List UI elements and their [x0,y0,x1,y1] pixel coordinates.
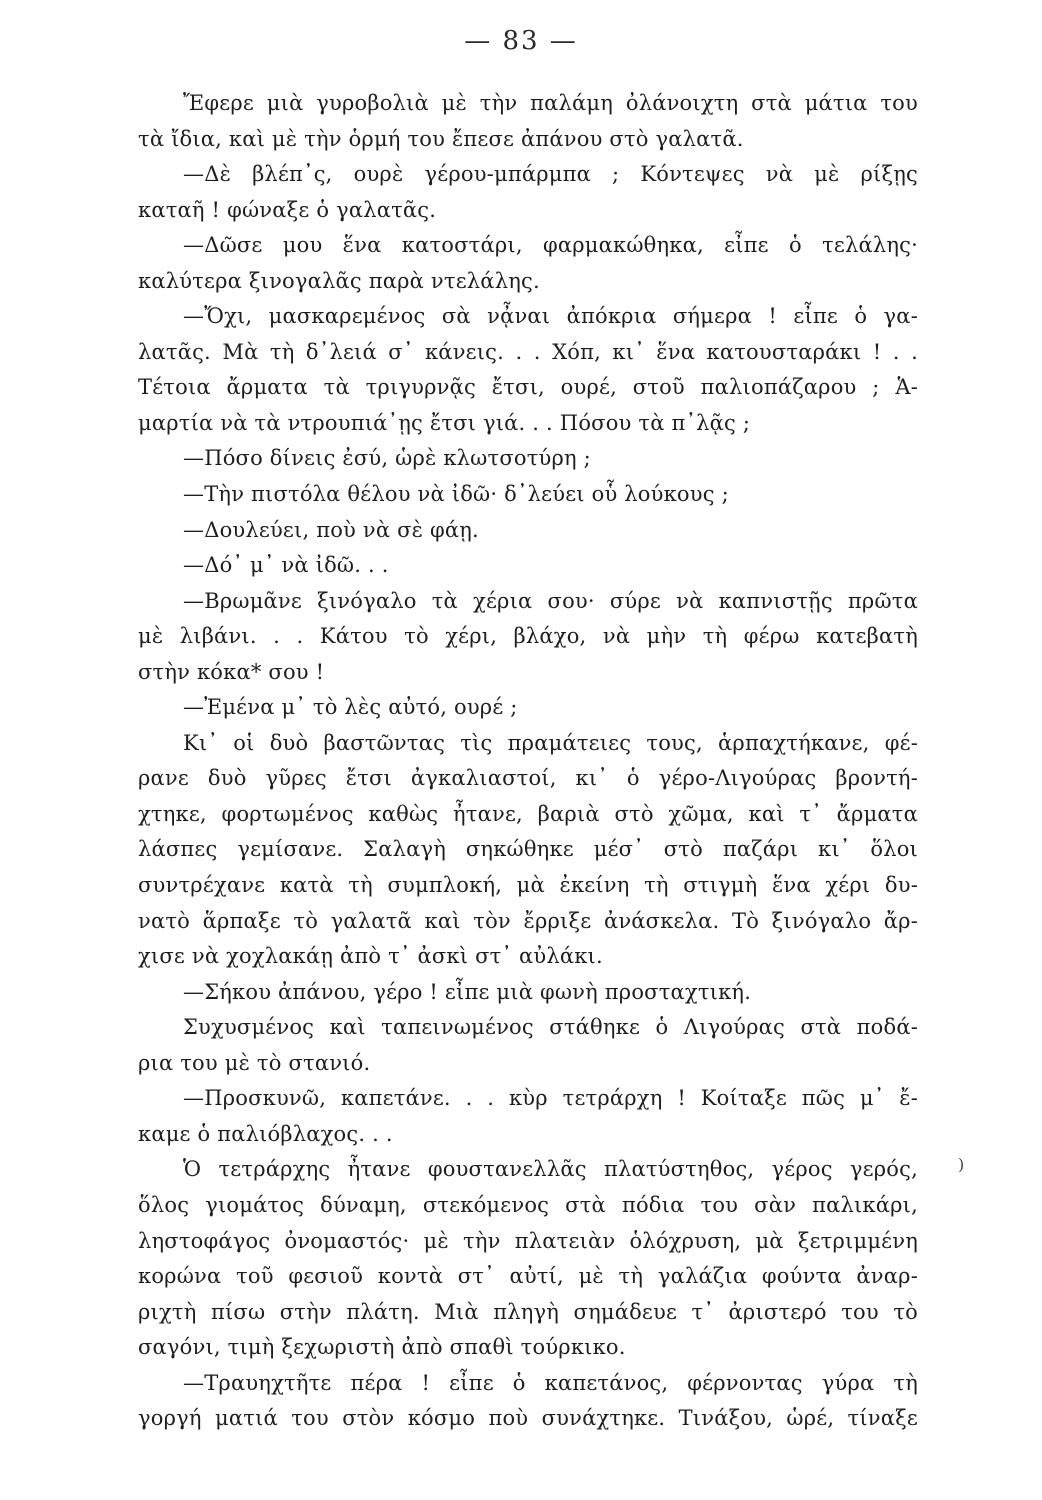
text-line: χισε νὰ χοχλακάῃ ἀπὸ τ᾽ ἀσκὶ στ᾽ αὐλάκι. [138,944,603,969]
text-line: ληστοφάγος ὀνομαστός· μὲ τὴν πλατειὰν ὁλόχρυση, μὰ ξετριμμένη [138,1228,918,1253]
text-line: —Τὴν πιστόλα θέλου νὰ ἰδῶ· δ᾽λεύει οὗ λούκους ; [183,482,729,507]
text-line: Συχυσμένος καὶ ταπεινωμένος στάθηκε ὁ Λιγούρας στὰ ποδά- [183,1015,918,1040]
text-line: ριχτὴ πίσω στὴν πλάτη. Μιὰ πληγὴ σημάδευε τ᾽ ἀριστερό του τὸ [138,1299,918,1324]
text-line: συντρέχανε κατὰ τὴ συμπλοκή, μὰ ἐκείνη τὴ στιγμὴ ἕνα χέρι δυ- [138,873,918,898]
text-line: —Δουλεύει, ποὺ νὰ σὲ φάῃ. [183,517,479,542]
text-line: —Δῶσε μου ἕνα κατοστάρι, φαρμακώθηκα, εἶπε ὁ τελάλης· [183,233,918,258]
text-line: —Δὲ βλέπ᾽ς, ουρὲ γέρου-μπάρμπα ; Κόντεψες νὰ μὲ ρίξῃς [183,162,918,187]
text-line: τὰ ἴδια, καὶ μὲ τὴν ὁρμή του ἔπεσε ἀπάνου στὸ γαλατᾶ. [138,126,744,151]
text-line: —Δό᾽ μ᾽ νὰ ἰδῶ. . . [183,553,389,578]
text-line: λάσπες γεμίσανε. Σαλαγὴ σηκώθηκε μέσ᾽ στὸ παζάρι κι᾽ ὅλοι [138,837,918,862]
text-line: καμε ὁ παλιόβλαχος. . . [138,1121,393,1146]
text-line: γοργή ματιά του στὸν κόσμο ποὺ συνάχτηκε. Τινάξου, ὡρέ, τίναξε [138,1406,918,1431]
text-line: Ἔφερε μιὰ γυροβολιὰ μὲ τὴν παλάμη ὀλάνοιχτη στὰ μάτια του [183,91,918,115]
text-line: κορώνα τοῦ φεσιοῦ κοντὰ στ᾽ αὐτί, μὲ τὴ γαλάζια φούντα ἀναρ- [138,1264,918,1289]
page-number: — 83 — [464,26,578,56]
text-line: ὅλος γιομάτος δύναμη, στεκόμενος στὰ πόδια του σὰν παλικάρι, [138,1192,918,1217]
text-line: —Σήκου ἀπάνου, γέρο ! εἶπε μιὰ φωνὴ προσταχτική. [183,979,752,1004]
text-line: μὲ λιβάνι. . . Κάτου τὸ χέρι, βλάχο, νὰ μὴν τὴ φέρω κατεβατὴ [138,624,918,649]
text-line: —Τραυηχτῆτε πέρα ! εἶπε ὁ καπετάνος, φέρνοντας γύρα τὴ [183,1370,918,1395]
text-line: Κι᾽ οἱ δυὸ βαστῶντας τὶς πραμάτειες τους, ἁρπαχτήκανε, φέ- [183,730,918,755]
text-line: νατὸ ἅρπαξε τὸ γαλατᾶ καὶ τὸν ἔρριξε ἀνάσκελα. Τὸ ξινόγαλο ἄρ- [138,908,918,933]
text-line: —Προσκυνῶ, καπετάνε. . . κὺρ τετράρχη ! Κοίταξε πῶς μ᾽ ἔ- [183,1086,918,1111]
text-line: καλύτερα ξινογαλᾶς παρὰ ντελάλης. [138,268,540,293]
text-line: ρια του μὲ τὸ στανιό. [138,1050,371,1075]
text-line: καταῆ ! φώναξε ὁ γαλατᾶς. [138,197,437,222]
text-line: λατᾶς. Μὰ τὴ δ᾽λειά σ᾽ κάνεις. . . Χόπ, κι᾽ ἕνα κατουσταράκι ! . . [138,339,918,364]
text-line: μαρτία νὰ τὰ ντρουπιά᾽ῃς ἔτσι γιά. . . Πόσου τὰ π᾽λᾷς ; [138,410,751,435]
text-line: Τέτοια ἄρματα τὰ τριγυρνᾷς ἔτσι, ουρέ, στοῦ παλιοπάζαρου ; Ἁ- [138,375,918,400]
text-line: —Ἐμένα μ᾽ τὸ λὲς αὐτό, ουρέ ; [183,695,518,720]
margin-mark: ) [958,1155,965,1174]
text-line: —Πόσο δίνεις ἐσύ, ὡρὲ κλωτσοτύρη ; [183,446,591,471]
text-line: —Βρωμᾶνε ξινόγαλο τὰ χέρια σου· σύρε νὰ καπνιστῇς πρῶτα [183,588,918,613]
text-line: χτηκε, φορτωμένος καθὼς ἦτανε, βαριὰ στὸ χῶμα, καὶ τ᾽ ἄρματα [138,801,918,826]
text-line: —Ὄχι, μασκαρεμένος σὰ νᾆναι ἀπόκρια σήμερα ! εἶπε ὁ γα- [183,304,918,329]
text-line: στὴν κόκα* σου ! [138,659,325,684]
body-text [138,86,918,1437]
text-line: Ὁ τετράρχης ἦτανε φουστανελλᾶς πλατύστηθος, γέρος γερός, [183,1157,918,1182]
text-line: σαγόνι, τιμὴ ξεχωριστὴ ἀπὸ σπαθὶ τούρκικο. [138,1335,626,1360]
text-line: ρανε δυὸ γῦρες ἔτσι ἀγκαλιαστοί, κι᾽ ὁ γέρο-Λιγούρας βροντή- [138,766,918,791]
